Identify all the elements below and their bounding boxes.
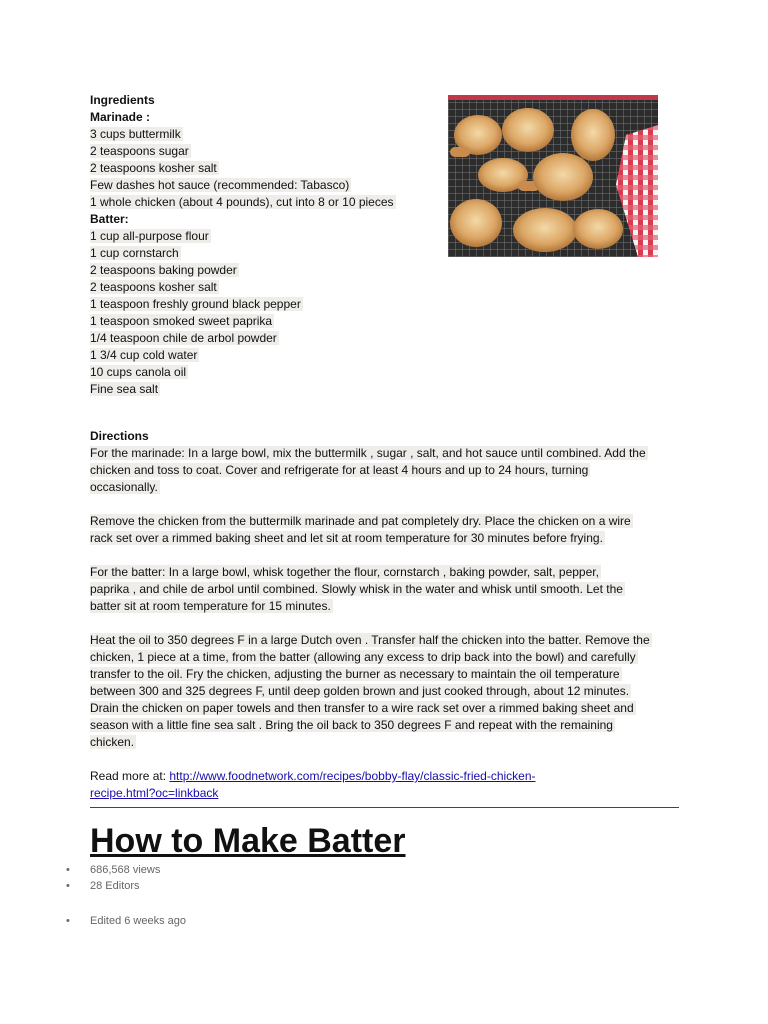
list-item: 1 3/4 cup cold water	[90, 348, 198, 362]
paragraph-line: chicken and toss to coat. Cover and refrigerate for at least 4 hours and up to 24 hours, turning	[90, 463, 589, 477]
paragraph-line: Drain the chicken on paper towels and then transfer to a wire rack set over a rimmed baking sheet and	[90, 701, 634, 715]
editors-count: 28 Editors	[90, 880, 140, 892]
section-divider	[90, 807, 679, 808]
source-link-continued[interactable]: recipe.html?oc=linkback	[90, 786, 219, 800]
bullet-icon: •	[66, 864, 70, 876]
paragraph-line: Heat the oil to 350 degrees F in a large Dutch oven . Transfer half the chicken into the batter. Remove the	[90, 633, 650, 647]
paragraph-line: rack set over a rimmed baking sheet and let sit at room temperature for 30 minutes before frying.	[90, 531, 603, 545]
batter-heading: Batter:	[90, 212, 129, 226]
paragraph-line: occasionally.	[90, 480, 158, 494]
article-title[interactable]: How to Make Batter	[90, 822, 406, 860]
list-item: Few dashes hot sauce (recommended: Tabasco)	[90, 178, 350, 192]
paragraph-line: batter sit at room temperature for 15 minutes.	[90, 599, 331, 613]
list-item: 1 cup cornstarch	[90, 246, 179, 260]
paragraph-line: between 300 and 325 degrees F, until deep golden brown and just cooked through, about 12 minutes.	[90, 684, 630, 698]
list-item: 2 teaspoons sugar	[90, 144, 189, 158]
list-item: 2 teaspoons kosher salt	[90, 280, 217, 294]
direction-paragraph	[90, 564, 685, 615]
bullet-icon: •	[66, 880, 70, 892]
ingredients-heading: Ingredients	[90, 93, 155, 107]
list-item: 2 teaspoons kosher salt	[90, 161, 217, 175]
paragraph-line: chicken, 1 piece at a time, from the batter (allowing any excess to drip back into the bowl) and carefully	[90, 650, 636, 664]
read-more	[90, 768, 685, 785]
directions-heading: Directions	[90, 429, 149, 443]
list-item: 1 cup all-purpose flour	[90, 229, 209, 243]
views-count: 686,568 views	[90, 864, 161, 876]
paragraph-line: For the batter: In a large bowl, whisk together the flour, cornstarch , baking powder, salt, pepper,	[90, 565, 599, 579]
list-item: 2 teaspoons baking powder	[90, 263, 237, 277]
paragraph-line: Remove the chicken from the buttermilk marinade and pat completely dry. Place the chicken on a wire	[90, 514, 631, 528]
paragraph-line: paprika , and chile de arbol until combined. Slowly whisk in the water and whisk until smooth. Let the	[90, 582, 623, 596]
direction-paragraph	[90, 632, 685, 751]
paragraph-line: For the marinade: In a large bowl, mix the buttermilk , sugar , salt, and hot sauce until combined. Add the	[90, 446, 646, 460]
direction-paragraph	[90, 513, 685, 547]
list-item: 1/4 teaspoon chile de arbol powder	[90, 331, 277, 345]
source-link[interactable]: http://www.foodnetwork.com/recipes/bobby-flay/classic-fried-chicken-	[169, 769, 536, 783]
marinade-heading: Marinade :	[90, 110, 151, 124]
paragraph-line: transfer to the oil. Fry the chicken, adjusting the burner as necessary to maintain the oil temperature	[90, 667, 620, 681]
list-item: 3 cups buttermilk	[90, 127, 181, 141]
direction-paragraph	[90, 445, 685, 496]
list-item: 1 teaspoon smoked sweet paprika	[90, 314, 273, 328]
fried-chicken-photo	[448, 95, 658, 257]
list-item: 1 whole chicken (about 4 pounds), cut into 8 or 10 pieces	[90, 195, 394, 209]
edited-timestamp: Edited 6 weeks ago	[90, 915, 187, 927]
list-item: Fine sea salt	[90, 382, 159, 396]
paragraph-line: season with a little fine sea salt . Bring the oil back to 350 degrees F and repeat with the remaining	[90, 718, 613, 732]
read-more-label: Read more at:	[90, 769, 170, 783]
list-item: 10 cups canola oil	[90, 365, 187, 379]
paragraph-line: chicken.	[90, 735, 135, 749]
bullet-icon: •	[66, 915, 70, 927]
list-item: 1 teaspoon freshly ground black pepper	[90, 297, 301, 311]
